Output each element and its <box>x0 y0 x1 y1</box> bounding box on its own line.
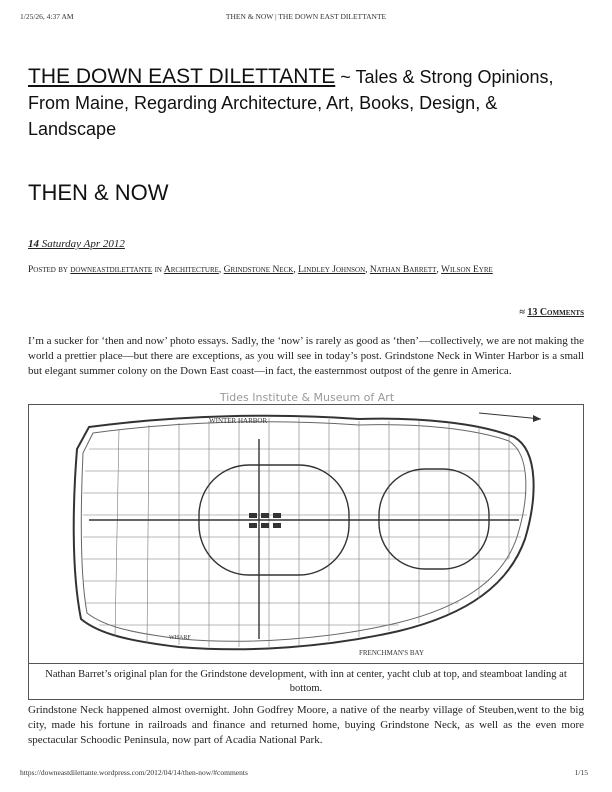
category-link[interactable]: Wilson Eyre <box>441 265 493 275</box>
comments-link[interactable]: 13 Comments <box>527 307 584 318</box>
map-label-top: WINTER HARBOR <box>209 417 268 425</box>
author-link[interactable]: downeastdilettante <box>70 265 153 275</box>
figure <box>28 391 584 700</box>
comments-count <box>519 307 584 318</box>
date-day: 14 <box>28 238 39 250</box>
category-link[interactable]: Grindstone Neck <box>223 265 294 275</box>
site-name-link[interactable]: THE DOWN EAST DILETTANTE <box>28 65 336 88</box>
post-meta: Posted by downeastdilettante in Architecture, Grindstone Neck, Lindley Johnson, Nathan Barrett, Wilson Eyre <box>28 265 493 275</box>
lot-grid <box>83 418 527 647</box>
in-label: in <box>154 265 162 275</box>
category-link[interactable]: Lindley Johnson <box>298 265 366 275</box>
compass-arrowhead <box>533 415 541 422</box>
image-watermark: Tides Institute & Museum of Art <box>219 391 395 404</box>
post-paragraph: I’m a sucker for ‘then and now’ photo essays. Sadly, the ‘now’ is rarely as good as ‘then’—collectively, we are not making the world a prettier place—but there are exceptions, as you will see in today’s post. Grindstone Neck in Winter Harbor is a small but elegant summer colony on the Down East coast—in fact, the easternmost outpost of the genre in America. <box>28 335 584 377</box>
print-url: https://downeastdilettante.wordpress.com/2012/04/14/then-now/#comments <box>20 768 248 777</box>
print-page-number: 1/15 <box>574 768 588 777</box>
figure-caption: Nathan Barret’s original plan for the Grindstone development, with inn at center, yacht club at top, and steamboat landing at bottom. <box>29 663 583 696</box>
category-link[interactable]: Architecture <box>163 265 219 275</box>
comments-prefix: ≈ <box>519 307 528 318</box>
compass-arrow <box>479 413 541 419</box>
post-date-link[interactable] <box>28 238 125 250</box>
print-page-title: THEN & NOW | THE DOWN EAST DILETTANTE <box>225 12 387 21</box>
print-datetime: 1/25/26, 4:37 AM <box>20 12 74 21</box>
roads <box>89 439 519 639</box>
posted-by-label: Posted by <box>28 265 68 275</box>
date-text: Saturday Apr 2012 <box>39 238 125 250</box>
post-title: THEN & NOW <box>28 180 169 205</box>
grindstone-plan-map <box>59 409 555 661</box>
map-label-bottom: FRENCHMAN'S BAY <box>359 649 424 657</box>
site-header <box>28 64 588 142</box>
category-link[interactable]: Nathan Barrett <box>369 265 437 275</box>
site-tagline: ~ Tales & Strong Opinions, From Maine, Regarding Architecture, Art, Books, Design, & Landscape <box>28 67 554 139</box>
post-paragraph: Grindstone Neck happened almost overnight. John Godfrey Moore, a native of the nearby village of Steuben,went to the big city, made his fortune in railroads and finance and returned home, buying Grindstone Neck, as well as the even more spectacular Schoodic Peninsula, now part of Acadia National Park. <box>28 704 584 746</box>
post-date[interactable] <box>28 238 125 250</box>
map-label-wharf: WHARF <box>169 635 191 641</box>
